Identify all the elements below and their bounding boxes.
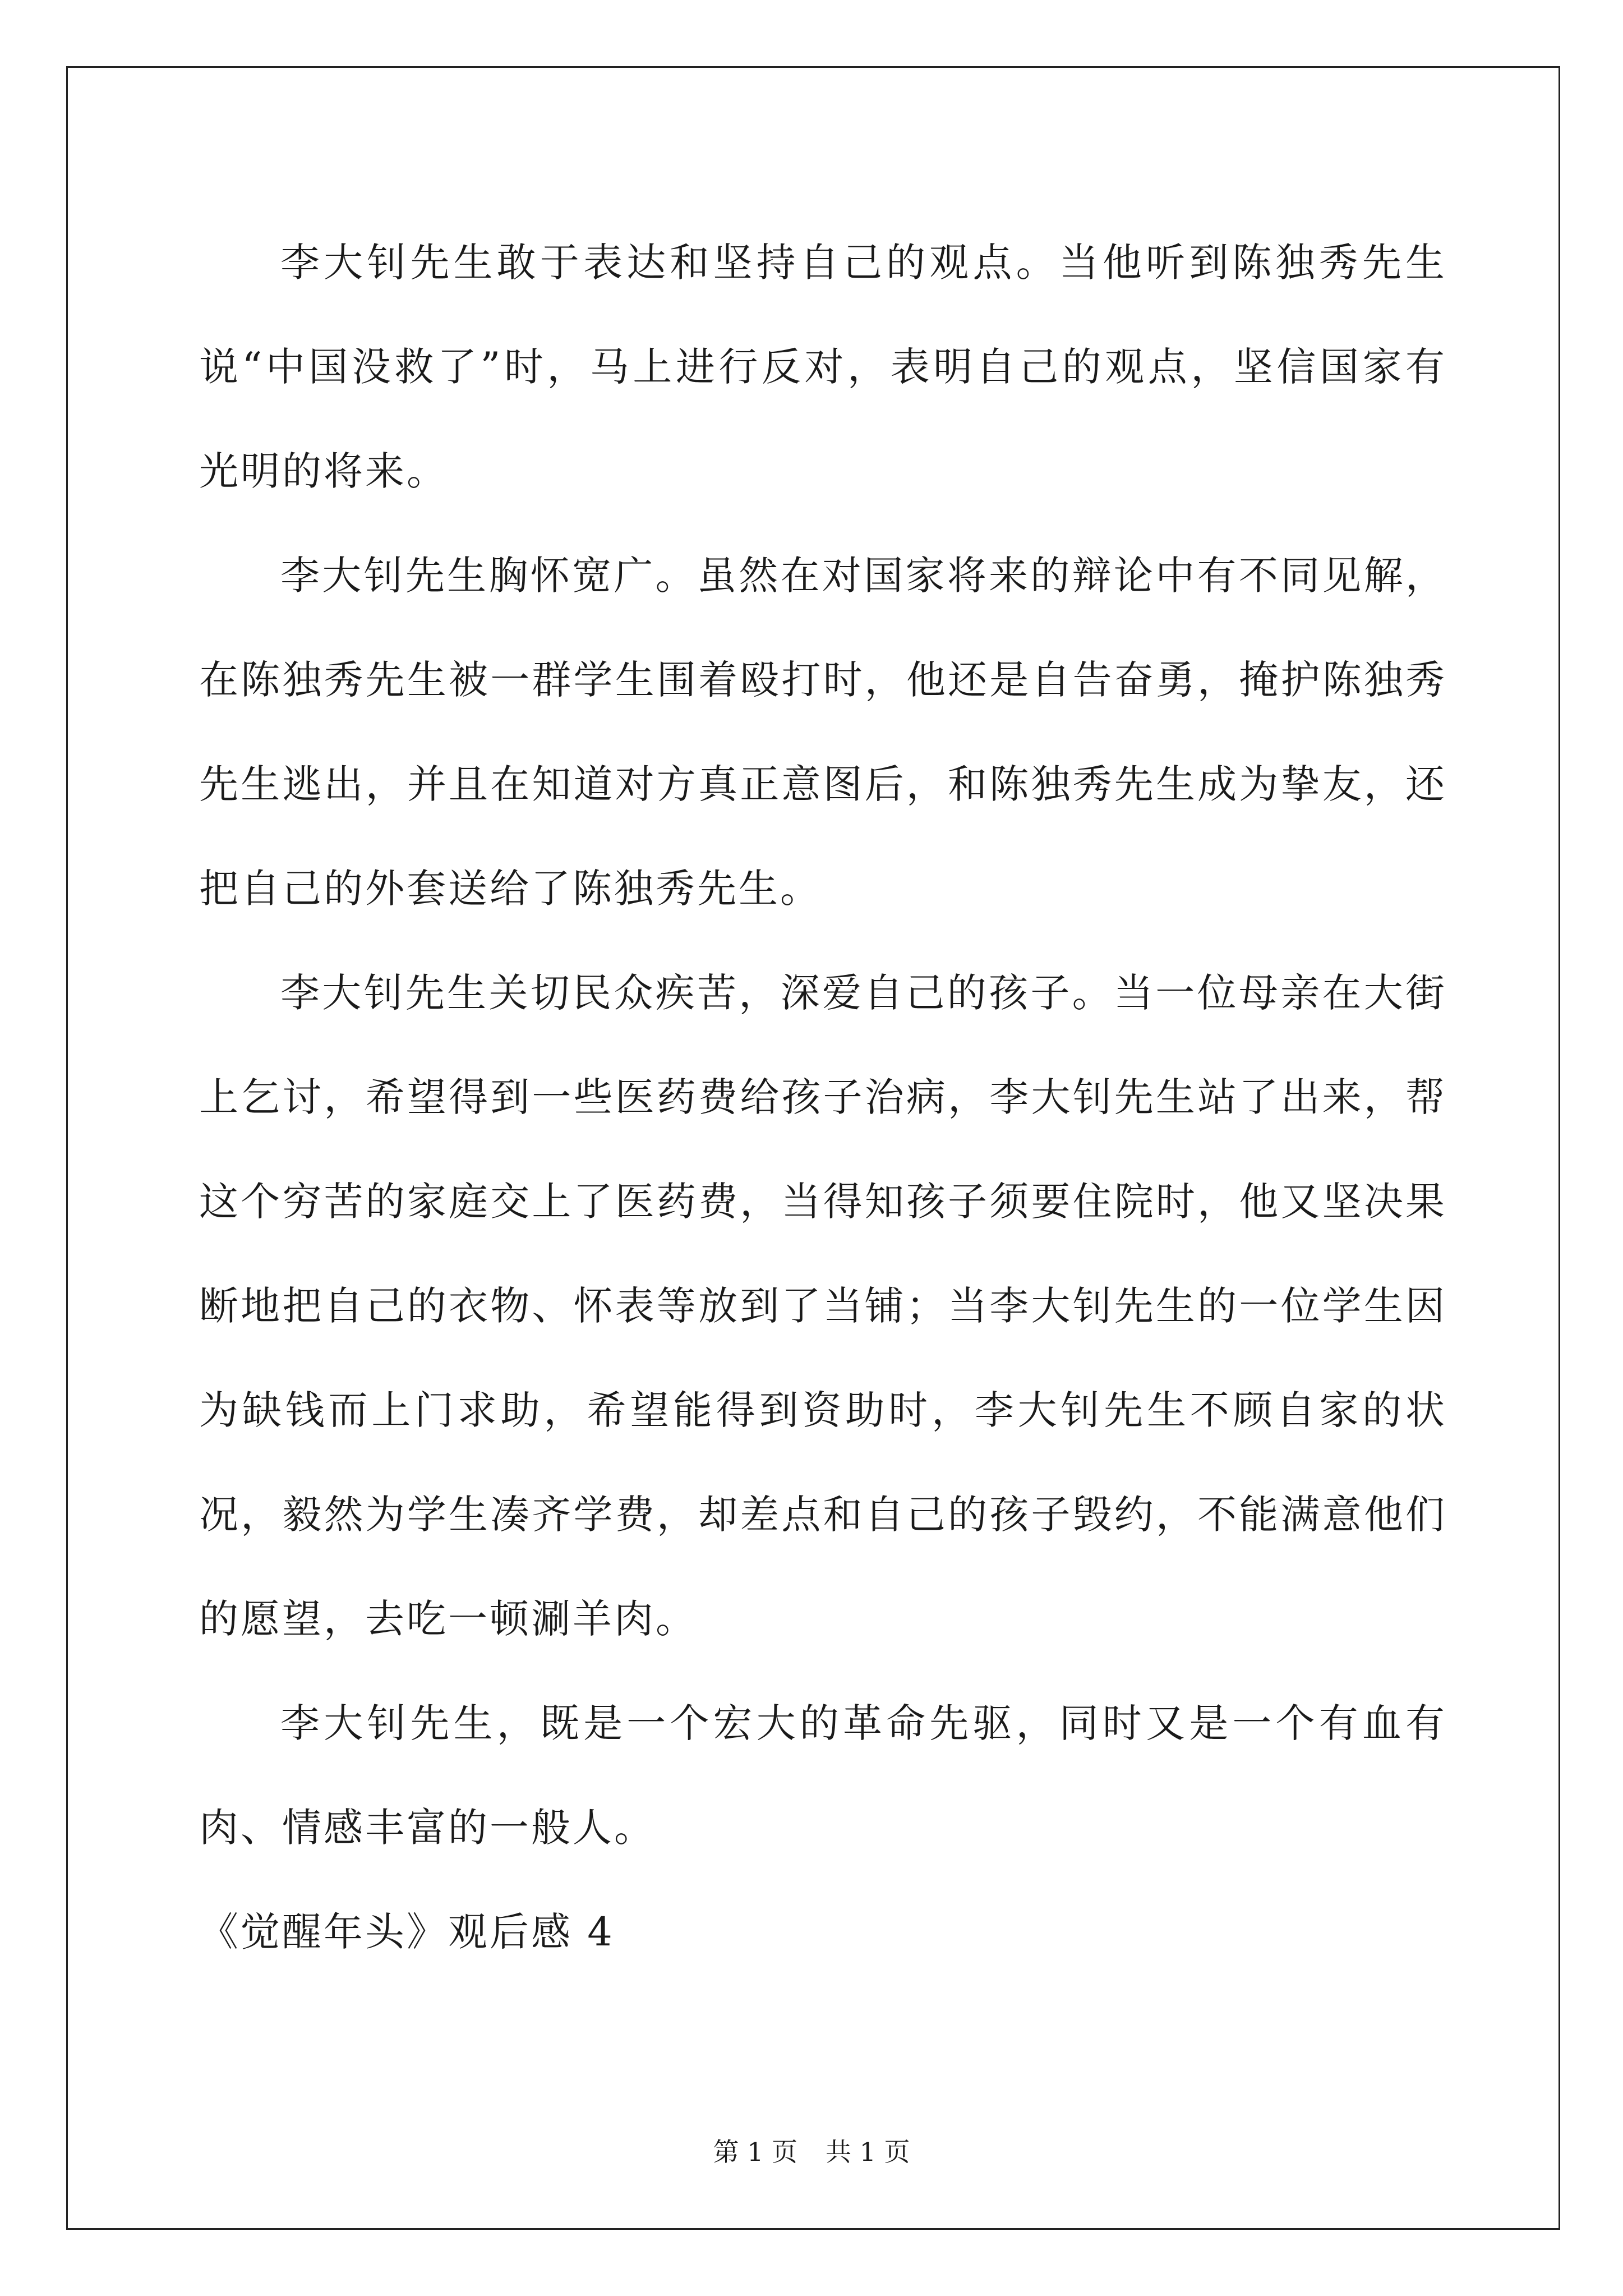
- page-total: 共 1 页: [826, 2137, 910, 2167]
- page-footer: [0, 2135, 1623, 2169]
- paragraph-3: 李大钊先生关切民众疾苦，深爱自己的孩子。当一位母亲在大街上乞讨，希望得到一些医药费给孩子治病，李大钊先生站了出来，帮这个穷苦的家庭交上了医药费，当得知孩子须要住院时，他又坚决果断地把自己的衣物、怀表等放到了当铺；当李大钊先生的一位学生因为缺钱而上门求助，希望能得到资助时，李大钊先生不顾自家的状况，毅然为学生凑齐学费，却差点和自己的孩子毁约，不能满意他们的愿望，去吃一顿涮羊肉。: [199, 970, 1447, 1642]
- document-body: [199, 210, 1447, 1984]
- page-number: 第 1 页: [713, 2137, 797, 2167]
- paragraph-2: 李大钊先生胸怀宽广。虽然在对国家将来的辩论中有不同见解，在陈独秀先生被一群学生围着殴打时，他还是自告奋勇，掩护陈独秀先生逃出，并且在知道对方真正意图后，和陈独秀先生成为挚友，还把自己的外套送给了陈独秀先生。: [199, 553, 1447, 912]
- paragraph-1: 李大钊先生敢于表达和坚持自己的观点。当他听到陈独秀先生说“中国没救了”时，马上进行反对，表明自己的观点，坚信国家有光明的将来。: [199, 240, 1447, 494]
- section-heading: 《觉醒年头》观后感 4: [199, 1909, 615, 1955]
- paragraph-4: 李大钊先生，既是一个宏大的革命先驱，同时又是一个有血有肉、情感丰富的一般人。: [199, 1700, 1447, 1851]
